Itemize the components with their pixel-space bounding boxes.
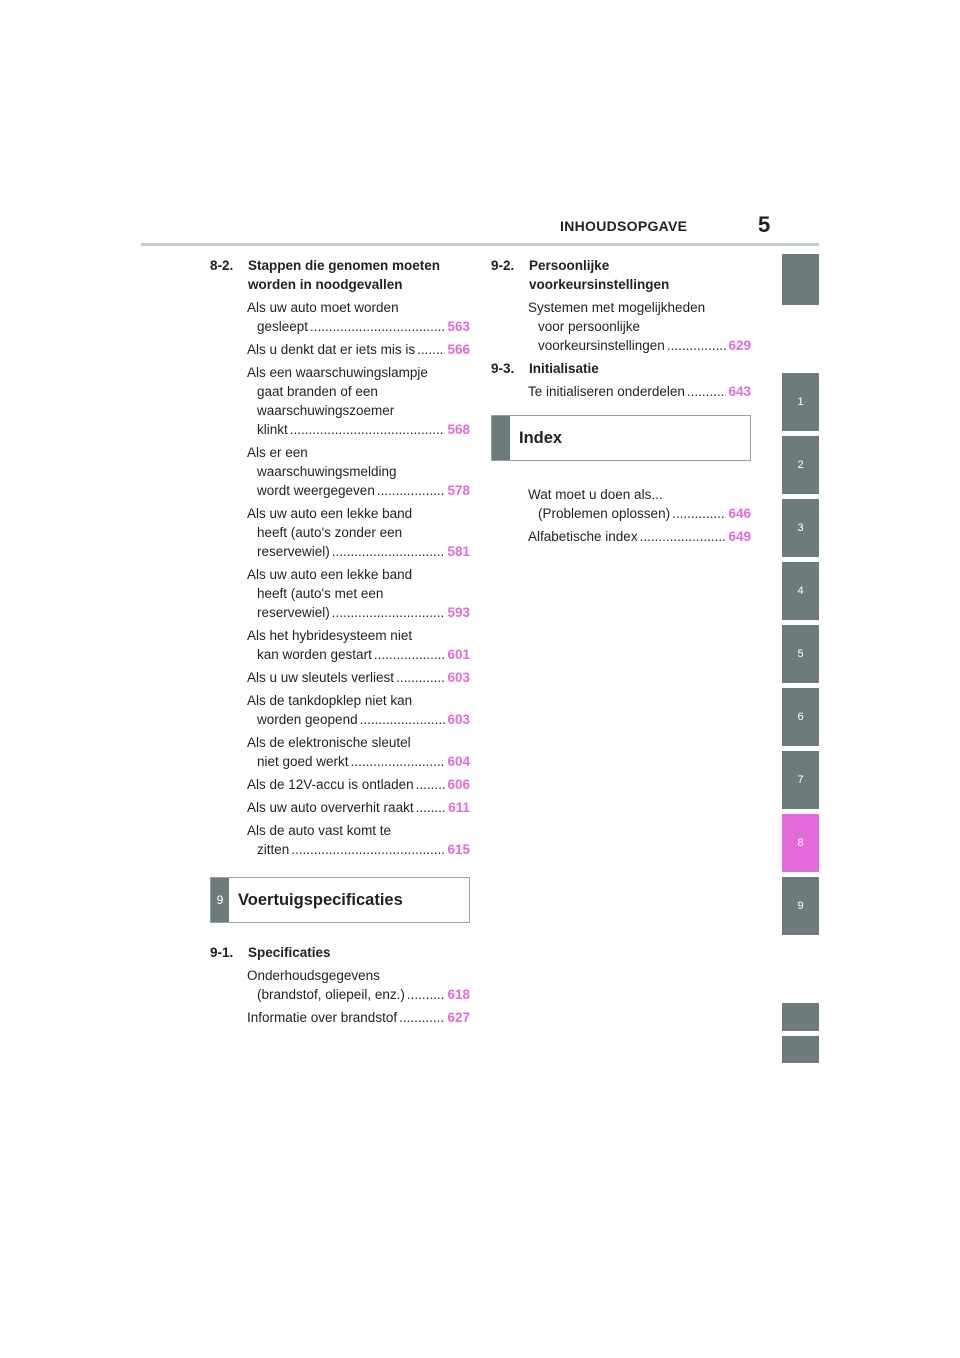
dot-leader <box>351 752 446 771</box>
section-heading <box>210 943 470 962</box>
toc-entry[interactable] <box>528 527 751 546</box>
dot-leader <box>667 336 727 355</box>
dot-leader <box>399 1008 445 1027</box>
toc-entry-line: Als de elektronische sleutel <box>247 735 411 750</box>
dot-leader <box>416 798 447 817</box>
toc-entry-lastline <box>528 382 751 401</box>
toc-entry-text: (brandstof, oliepeil, enz.) <box>257 987 405 1002</box>
toc-entry-text: Informatie over brandstof <box>247 1010 398 1025</box>
side-tab[interactable]: 9 <box>782 877 819 935</box>
page-link[interactable]: 618 <box>447 987 470 1002</box>
toc-right-column <box>491 256 751 550</box>
toc-entry-text: niet goed werkt <box>257 754 349 769</box>
side-tab[interactable]: 6 <box>782 688 819 746</box>
toc-entry-text: reservewiel) <box>257 544 330 559</box>
toc-entry[interactable] <box>247 733 470 771</box>
toc-entry-text: gesleept <box>257 319 309 334</box>
dot-leader <box>672 504 726 523</box>
page-link[interactable]: 581 <box>447 544 470 559</box>
toc-entry-text: wordt weergegeven <box>257 483 375 498</box>
dot-leader <box>332 603 446 622</box>
dot-leader <box>640 527 727 546</box>
toc-entry[interactable] <box>247 775 470 794</box>
toc-entry-lastline <box>247 481 470 500</box>
side-tab[interactable] <box>782 1003 819 1031</box>
toc-entry-text: Als de 12V-accu is ontladen <box>247 777 414 792</box>
dot-leader <box>291 840 445 859</box>
toc-entry-line: Als uw auto moet worden <box>247 300 399 315</box>
toc-entry-text: Alfabetische index <box>528 529 638 544</box>
section-heading <box>210 256 470 294</box>
page-link[interactable]: 649 <box>728 529 751 544</box>
toc-entry-line: Systemen met mogelijkheden <box>528 300 706 315</box>
toc-entry-lastline <box>528 504 751 523</box>
dot-leader <box>290 420 446 439</box>
toc-entry-line: Als uw auto een lekke band <box>247 567 413 582</box>
toc-entry-lastline <box>247 985 470 1004</box>
toc-entry-line: voor persoonlijke <box>538 319 641 334</box>
toc-entry-lastline <box>247 603 470 622</box>
section-heading <box>491 256 751 294</box>
toc-entry-lastline <box>247 798 470 817</box>
toc-entry-lastline <box>247 542 470 561</box>
toc-entry-text: zitten <box>257 842 290 857</box>
dot-leader <box>417 340 445 359</box>
toc-entry[interactable] <box>247 1008 470 1027</box>
toc-entry-lastline <box>247 645 470 664</box>
toc-entry-text: Als uw auto oververhit raakt <box>247 800 414 815</box>
toc-entry[interactable] <box>247 565 470 622</box>
toc-entry[interactable] <box>528 298 751 355</box>
toc-entry-lastline <box>528 336 751 355</box>
toc-entry-list <box>491 298 751 355</box>
page-link[interactable]: 568 <box>447 422 470 437</box>
side-tab[interactable]: 3 <box>782 499 819 557</box>
toc-entry-line: Als de auto vast komt te <box>247 823 392 838</box>
toc-entry[interactable] <box>247 691 470 729</box>
toc-entry-line: Als een waarschuwingslampje <box>247 365 428 380</box>
toc-entry[interactable] <box>247 363 470 439</box>
toc-entry-line: Onderhoudsgegevens <box>247 968 380 983</box>
page-link[interactable]: 604 <box>447 754 470 769</box>
toc-entry-lastline <box>247 840 470 859</box>
dot-leader <box>310 317 445 336</box>
toc-entry-lastline <box>247 668 470 687</box>
toc-entry-text: voorkeursinstellingen <box>538 338 665 353</box>
dot-leader <box>416 775 446 794</box>
toc-entry-list <box>210 966 470 1027</box>
toc-entry-lastline <box>247 420 470 439</box>
toc-entry[interactable] <box>247 443 470 500</box>
toc-entry-line: Wat moet u doen als... <box>528 487 663 502</box>
section-title: Stappen die genomen moeten worden in noodgevallen <box>248 258 441 292</box>
page-link[interactable]: 629 <box>728 338 751 353</box>
toc-left-column <box>210 256 470 1031</box>
chapter-title: Voertuigspecificaties <box>238 890 403 909</box>
section-number: 9-2. <box>491 258 515 273</box>
page-link[interactable]: 615 <box>447 842 470 857</box>
toc-entry-line: heeft (auto's zonder een <box>257 525 403 540</box>
toc-entry-list <box>210 298 470 859</box>
section-title: Initialisatie <box>529 361 599 376</box>
section-number: 9-1. <box>210 945 234 960</box>
toc-entry-text: Als u uw sleutels verliest <box>247 670 395 685</box>
side-tab[interactable]: 1 <box>782 373 819 431</box>
toc-entry-lastline <box>247 775 470 794</box>
section-heading <box>491 359 751 378</box>
chapter-tab <box>492 416 510 460</box>
toc-entry[interactable] <box>247 340 470 359</box>
side-tab[interactable] <box>782 1036 819 1063</box>
page-link[interactable]: 603 <box>447 712 470 727</box>
toc-entry-line: waarschuwingszoemer <box>257 403 395 418</box>
page-link[interactable]: 643 <box>728 384 751 399</box>
toc-entry[interactable] <box>247 626 470 664</box>
header-rule <box>141 243 819 246</box>
toc-entry-lastline <box>247 752 470 771</box>
chapter-tab: 9 <box>211 878 229 922</box>
toc-entry[interactable] <box>528 382 751 401</box>
toc-entry-line: Als er een <box>247 445 308 460</box>
section-title: Specificaties <box>248 945 331 960</box>
toc-entry-line: Als uw auto een lekke band <box>247 506 413 521</box>
toc-entry[interactable] <box>247 798 470 817</box>
toc-entry-list <box>491 485 751 546</box>
page-link[interactable]: 578 <box>447 483 470 498</box>
header-title: INHOUDSOPGAVE <box>560 218 688 234</box>
dot-leader <box>360 710 446 729</box>
toc-entry-lastline <box>247 710 470 729</box>
toc-entry-text: (Problemen oplossen) <box>538 506 671 521</box>
dot-leader <box>396 668 445 687</box>
toc-entry-line: waarschuwingsmelding <box>257 464 397 479</box>
toc-entry-lastline <box>528 527 751 546</box>
toc-entry[interactable] <box>528 485 751 523</box>
toc-entry[interactable] <box>247 821 470 859</box>
side-tab[interactable]: 4 <box>782 562 819 620</box>
toc-entry[interactable] <box>247 298 470 336</box>
section-title: Persoonlijke voorkeursinstellingen <box>529 258 670 292</box>
page-number: 5 <box>758 212 771 237</box>
dot-leader <box>377 481 446 500</box>
toc-entry[interactable] <box>247 966 470 1004</box>
toc-entry-text: reservewiel) <box>257 605 330 620</box>
section-number: 8-2. <box>210 258 234 273</box>
toc-entry[interactable] <box>247 504 470 561</box>
toc-entry-text: worden geopend <box>257 712 358 727</box>
toc-entry[interactable] <box>247 668 470 687</box>
section-number: 9-3. <box>491 361 515 376</box>
toc-entry-text: Te initialiseren onderdelen <box>528 384 685 399</box>
dot-leader <box>407 985 446 1004</box>
side-tab[interactable]: 8 <box>782 814 819 872</box>
toc-entry-list <box>491 382 751 401</box>
toc-entry-lastline <box>247 1008 470 1027</box>
toc-entry-lastline <box>247 317 470 336</box>
chapter-heading-box[interactable] <box>210 877 470 923</box>
side-tab[interactable] <box>782 254 819 305</box>
page-link[interactable]: 646 <box>728 506 751 521</box>
page-link[interactable]: 566 <box>447 342 470 357</box>
toc-entry-text: kan worden gestart <box>257 647 372 662</box>
page-link[interactable]: 603 <box>447 670 470 685</box>
toc-entry-text: klinkt <box>257 422 288 437</box>
page-link[interactable]: 611 <box>448 800 470 815</box>
toc-entry-lastline <box>247 340 470 359</box>
dot-leader <box>332 542 446 561</box>
page-link[interactable]: 563 <box>447 319 470 334</box>
page-link[interactable]: 627 <box>447 1010 470 1025</box>
dot-leader <box>374 645 446 664</box>
toc-entry-line: gaat branden of een <box>257 384 378 399</box>
toc-entry-line: Als de tankdopklep niet kan <box>247 693 413 708</box>
page-link[interactable]: 606 <box>447 777 470 792</box>
side-tab[interactable]: 5 <box>782 625 819 683</box>
page-link[interactable]: 601 <box>447 647 470 662</box>
toc-entry-line: Als het hybridesysteem niet <box>247 628 413 643</box>
index-title: Index <box>519 428 563 447</box>
toc-entry-line: heeft (auto's met een <box>257 586 384 601</box>
toc-entry-text: Als u denkt dat er iets mis is <box>247 342 416 357</box>
index-heading-box[interactable] <box>491 415 751 461</box>
page-link[interactable]: 593 <box>447 605 470 620</box>
side-tab[interactable]: 7 <box>782 751 819 809</box>
side-tab[interactable]: 2 <box>782 436 819 494</box>
dot-leader <box>687 382 727 401</box>
